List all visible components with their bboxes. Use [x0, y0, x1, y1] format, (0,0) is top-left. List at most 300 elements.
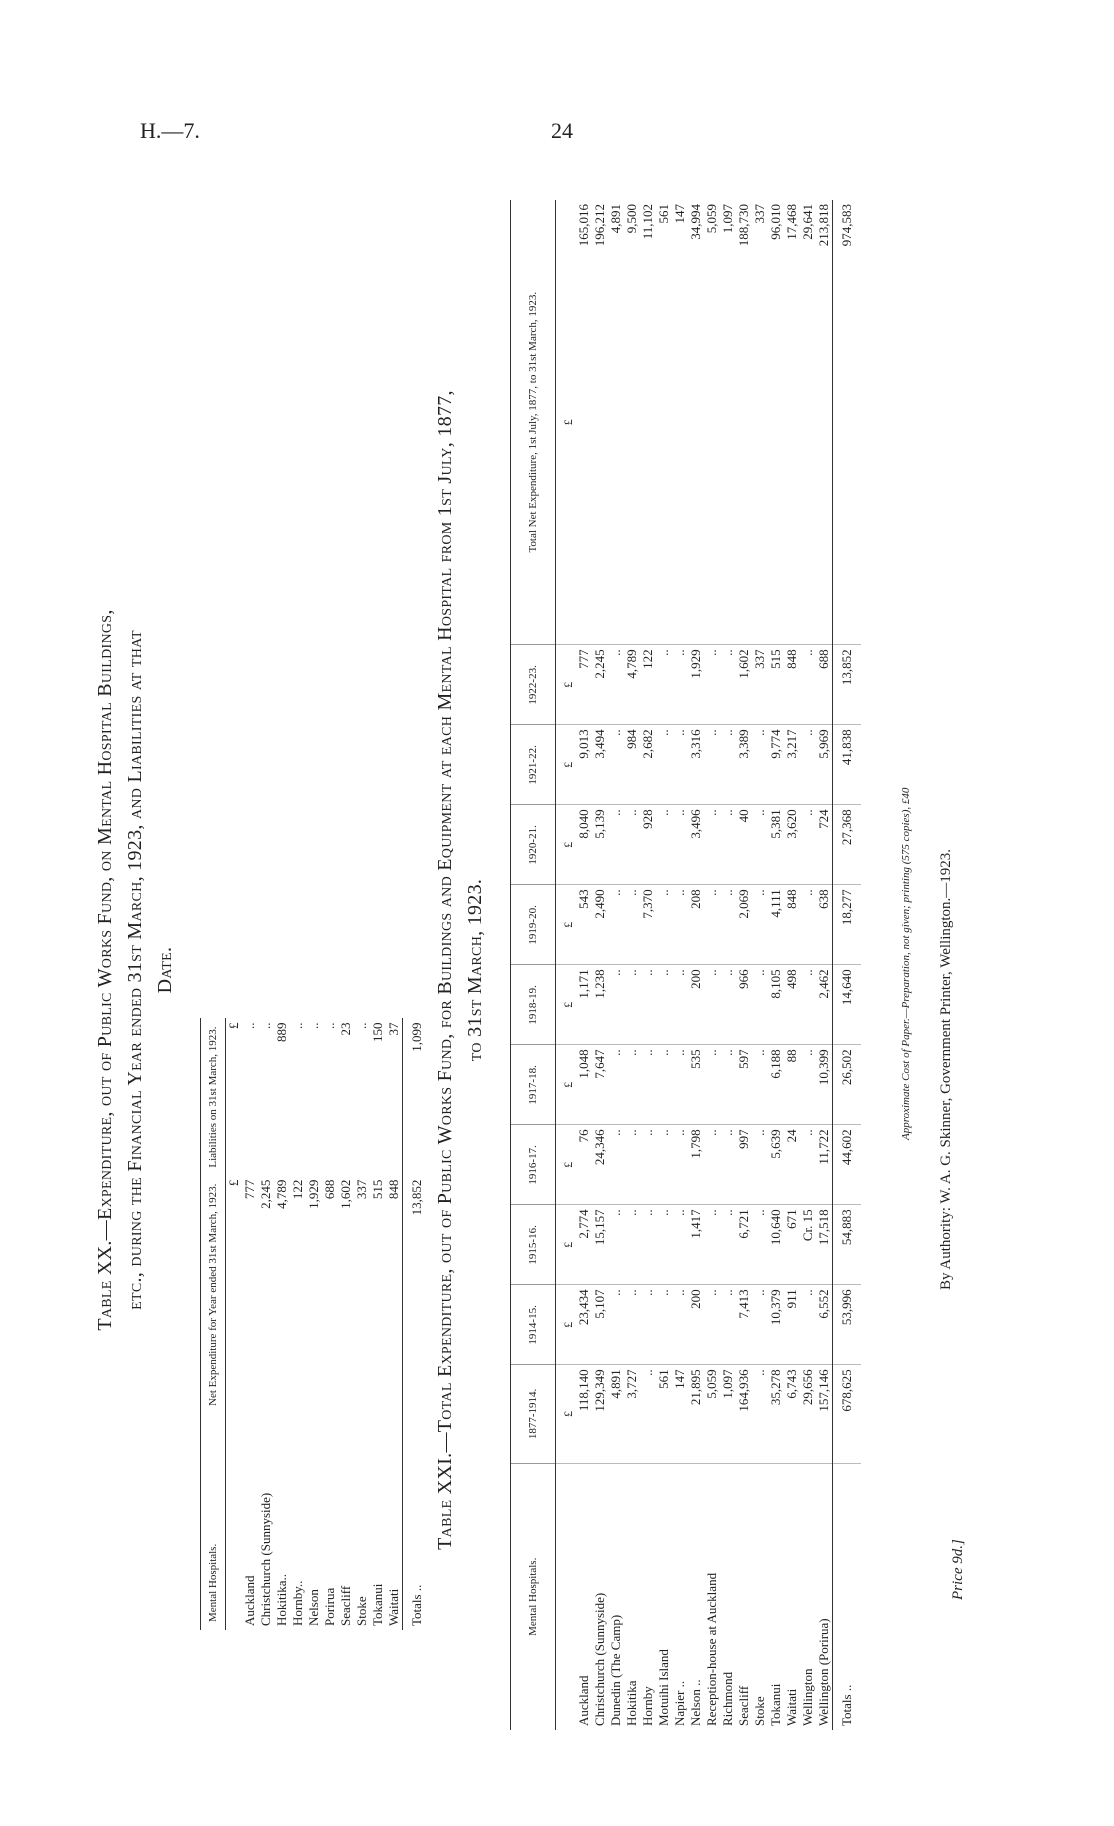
expenditure-cell: 122	[640, 645, 656, 725]
hospital-name: Tokanui	[768, 1683, 783, 1726]
expenditure-cell: 188,730	[736, 200, 752, 645]
expenditure-cell: 11,102	[640, 200, 656, 645]
hospital-name: Wellington	[800, 1668, 815, 1726]
expenditure-value: 2,245	[258, 1179, 273, 1209]
expenditure-cell: 147	[672, 200, 688, 645]
expenditure-cell: 3,217	[784, 725, 800, 805]
expenditure-cell: ..	[608, 1285, 624, 1365]
expenditure-cell: ..	[608, 1205, 624, 1285]
expenditure-cell: 10,399	[816, 1045, 833, 1125]
expenditure-cell: ..	[800, 645, 816, 725]
expenditure-cell: ..	[720, 645, 736, 725]
table21-title	[430, 220, 490, 1720]
expenditure-cell: 337	[752, 200, 768, 645]
expenditure-cell: ..	[656, 1205, 672, 1285]
expenditure-cell: 24,346	[592, 1125, 608, 1205]
expenditure-cell: 11,722	[816, 1125, 833, 1205]
hospital-name: Auckland	[242, 1575, 257, 1626]
hospital-name: Richmond	[720, 1671, 735, 1726]
hospital-name: Porirua	[322, 1587, 337, 1626]
expenditure-cell: ..	[640, 1205, 656, 1285]
expenditure-cell: 29,656	[800, 1365, 816, 1463]
expenditure-cell: ..	[672, 1045, 688, 1125]
totals-expenditure: 13,852	[403, 1176, 432, 1414]
expenditure-cell: 5,639	[768, 1125, 784, 1205]
table21-title-line2: to 31st March, 1923.	[464, 878, 486, 1062]
table-row	[800, 200, 816, 1730]
expenditure-cell: ..	[752, 1125, 768, 1205]
t21-header-year: 1919-20.	[511, 885, 556, 965]
expenditure-cell: ..	[752, 965, 768, 1045]
document-code: H.—7.	[140, 118, 200, 143]
t20-header-liabilities: Liabilities on 31st March, 1923.	[201, 1018, 226, 1175]
currency-symbol: £	[556, 1285, 577, 1365]
expenditure-cell: ..	[640, 1045, 656, 1125]
expenditure-cell: 5,059	[704, 1365, 720, 1463]
liability-value: ..	[258, 1022, 273, 1029]
expenditure-cell: ..	[704, 885, 720, 965]
expenditure-cell: ..	[624, 1285, 640, 1365]
hospital-name: Christchurch (Sunnyside)	[258, 1492, 273, 1626]
expenditure-cell: 40	[736, 805, 752, 885]
table21	[510, 200, 861, 1730]
liability-value: ..	[306, 1022, 321, 1029]
expenditure-cell: 515	[768, 645, 784, 725]
table21-title-line1: Table XXI.—Total Expenditure, out of Public Works Fund, for Buildings and Equipment at each Mental Hospital from 1st July, 1877,	[434, 390, 456, 1550]
totals-value: 18,277	[833, 885, 862, 965]
table20-title-line1: Table XX.—Expenditure, out of Public Works Fund, on Mental Hospital Buildings,	[94, 609, 116, 1331]
expenditure-cell: 157,146	[816, 1365, 833, 1463]
t20-body	[226, 1018, 403, 1630]
expenditure-cell: 911	[784, 1285, 800, 1365]
currency-symbol: £	[556, 965, 577, 1045]
expenditure-cell: 21,895	[688, 1365, 704, 1463]
table-row	[640, 200, 656, 1730]
expenditure-cell: ..	[608, 885, 624, 965]
expenditure-cell: ..	[608, 725, 624, 805]
expenditure-cell: 2,462	[816, 965, 833, 1045]
table-row	[242, 1018, 258, 1630]
currency-symbol: £	[556, 1205, 577, 1285]
hospital-name: Christchurch (Sunnyside)	[592, 1592, 607, 1726]
expenditure-cell: ..	[704, 725, 720, 805]
t21-header-year: 1916-17.	[511, 1125, 556, 1205]
expenditure-cell: 997	[736, 1125, 752, 1205]
expenditure-cell: ..	[800, 1285, 816, 1365]
expenditure-cell: 9,774	[768, 725, 784, 805]
t21-currency-row	[556, 200, 577, 1730]
page-number: 24	[551, 118, 573, 143]
currency-symbol: £	[556, 725, 577, 805]
expenditure-cell: 1,097	[720, 200, 736, 645]
expenditure-cell: 671	[784, 1205, 800, 1285]
currency-symbol: £	[226, 1179, 241, 1187]
table-row	[784, 200, 800, 1730]
expenditure-cell: 543	[576, 885, 592, 965]
expenditure-cell: 8,105	[768, 965, 784, 1045]
hospital-name: Hokitika	[624, 1680, 639, 1726]
liability-value: ..	[322, 1022, 337, 1029]
expenditure-cell: ..	[800, 1125, 816, 1205]
expenditure-cell: ..	[672, 725, 688, 805]
expenditure-cell: ..	[608, 965, 624, 1045]
expenditure-cell: 213,818	[816, 200, 833, 645]
table-row	[672, 200, 688, 1730]
totals-value: 54,883	[833, 1205, 862, 1285]
expenditure-cell: ..	[672, 645, 688, 725]
expenditure-cell: ..	[624, 965, 640, 1045]
rotated-page-content	[90, 180, 980, 1760]
expenditure-cell: 1,171	[576, 965, 592, 1045]
expenditure-cell: 165,016	[576, 200, 592, 645]
expenditure-cell: 1,798	[688, 1125, 704, 1205]
expenditure-cell: 777	[576, 645, 592, 725]
expenditure-cell: 9,500	[624, 200, 640, 645]
table-row	[736, 200, 752, 1730]
page-header	[0, 0, 1114, 160]
expenditure-cell: 1,602	[736, 645, 752, 725]
expenditure-cell: ..	[752, 1045, 768, 1125]
expenditure-cell: 5,139	[592, 805, 608, 885]
expenditure-cell: ..	[672, 805, 688, 885]
expenditure-cell: 23,434	[576, 1285, 592, 1365]
expenditure-cell: ..	[704, 965, 720, 1045]
expenditure-cell: 561	[656, 1365, 672, 1463]
table-row	[608, 200, 624, 1730]
expenditure-cell: 9,013	[576, 725, 592, 805]
totals-value: 41,838	[833, 725, 862, 805]
expenditure-cell: ..	[720, 965, 736, 1045]
expenditure-cell: ..	[704, 1285, 720, 1365]
liability-value: 150	[370, 1022, 385, 1042]
expenditure-cell: 984	[624, 725, 640, 805]
expenditure-cell: 561	[656, 200, 672, 645]
expenditure-cell: 6,552	[816, 1285, 833, 1365]
expenditure-cell: ..	[624, 1125, 640, 1205]
expenditure-cell: 10,379	[768, 1285, 784, 1365]
hospital-name: Wellington (Porirua)	[816, 1463, 833, 1730]
expenditure-cell: 2,774	[576, 1205, 592, 1285]
currency-symbol: £	[556, 200, 577, 645]
expenditure-cell: ..	[800, 965, 816, 1045]
expenditure-value: 337	[354, 1179, 369, 1200]
expenditure-cell: ..	[752, 885, 768, 965]
expenditure-cell: 3,727	[624, 1365, 640, 1463]
t21-header-year: 1877-1914.	[511, 1365, 556, 1463]
expenditure-cell: ..	[752, 805, 768, 885]
expenditure-cell: ..	[656, 965, 672, 1045]
expenditure-cell: ..	[704, 1045, 720, 1125]
expenditure-cell: 10,640	[768, 1205, 784, 1285]
expenditure-cell: ..	[672, 965, 688, 1045]
expenditure-cell: 6,721	[736, 1205, 752, 1285]
expenditure-cell: ..	[624, 1205, 640, 1285]
currency-symbol: £	[556, 805, 577, 885]
expenditure-cell: 7,413	[736, 1285, 752, 1365]
expenditure-cell: ..	[656, 885, 672, 965]
totals-value: 13,852	[833, 645, 862, 725]
expenditure-cell: 200	[688, 1285, 704, 1365]
expenditure-cell: 1,238	[592, 965, 608, 1045]
t21-header-year: 1920-21.	[511, 805, 556, 885]
expenditure-cell: 3,389	[736, 725, 752, 805]
expenditure-cell: ..	[624, 885, 640, 965]
totals-value: 27,368	[833, 805, 862, 885]
hospital-name: Reception-house at Auckland	[704, 1572, 719, 1726]
expenditure-cell: 129,349	[592, 1365, 608, 1463]
expenditure-value: 4,789	[274, 1179, 289, 1209]
expenditure-cell: 200	[688, 965, 704, 1045]
expenditure-cell: 4,891	[608, 1365, 624, 1463]
expenditure-cell: 638	[816, 885, 833, 965]
expenditure-cell: ..	[752, 1285, 768, 1365]
table20-title-line2: etc., during the Financial Year ended 31st March, 1923, and Liabilities at that	[124, 630, 146, 1310]
hospital-name: Napier ..	[672, 1680, 687, 1726]
expenditure-cell: ..	[656, 645, 672, 725]
expenditure-cell: ..	[752, 1365, 768, 1463]
t21-header-year: Total Net Expenditure, 1st July, 1877, to 31st March, 1923.	[511, 200, 556, 645]
expenditure-value: 122	[290, 1179, 305, 1200]
expenditure-cell: ..	[720, 1205, 736, 1285]
table-row	[592, 200, 608, 1730]
liability-value: 889	[274, 1022, 289, 1042]
expenditure-cell: 2,069	[736, 885, 752, 965]
liability-value: 37	[386, 1022, 401, 1036]
expenditure-cell: 8,040	[576, 805, 592, 885]
table-row	[816, 200, 833, 1730]
expenditure-cell: 3,496	[688, 805, 704, 885]
expenditure-cell: 1,097	[720, 1365, 736, 1463]
expenditure-cell: ..	[608, 1045, 624, 1125]
expenditure-cell: 848	[784, 885, 800, 965]
expenditure-cell: ..	[800, 725, 816, 805]
expenditure-cell: Cr. 15	[800, 1205, 816, 1285]
expenditure-cell: 88	[784, 1045, 800, 1125]
hospital-name: Nelson ..	[688, 1679, 703, 1726]
expenditure-cell: ..	[656, 725, 672, 805]
table-row	[656, 200, 672, 1730]
expenditure-cell: ..	[720, 1045, 736, 1125]
expenditure-cell: 3,316	[688, 725, 704, 805]
expenditure-cell: 2,682	[640, 725, 656, 805]
currency-symbol: £	[556, 1045, 577, 1125]
table20-title	[90, 220, 180, 1720]
expenditure-cell: ..	[656, 1045, 672, 1125]
expenditure-cell: ..	[800, 1045, 816, 1125]
hospital-name: Dunedin (The Camp)	[608, 1614, 623, 1726]
expenditure-cell: ..	[720, 885, 736, 965]
table-row	[704, 200, 720, 1730]
t21-header-year: 1917-18.	[511, 1045, 556, 1125]
table-row	[752, 200, 768, 1730]
table-row	[274, 1018, 290, 1630]
printer-authority: By Authority: W. A. G. Skinner, Government Printer, Wellington.—1923.	[938, 848, 954, 1290]
expenditure-cell: ..	[704, 1125, 720, 1205]
expenditure-cell: 928	[640, 805, 656, 885]
expenditure-cell: 5,059	[704, 200, 720, 645]
hospital-name: Auckland	[576, 1675, 591, 1726]
table-row	[258, 1018, 274, 1630]
expenditure-cell: ..	[672, 885, 688, 965]
hospital-name: Waitati	[784, 1688, 799, 1726]
expenditure-cell: 17,518	[816, 1205, 833, 1285]
expenditure-cell: 337	[752, 645, 768, 725]
expenditure-value: 688	[322, 1179, 337, 1200]
hospital-name: Stoke	[354, 1596, 369, 1626]
expenditure-cell: 29,641	[800, 200, 816, 645]
totals-value: 44,602	[833, 1125, 862, 1205]
expenditure-cell: 597	[736, 1045, 752, 1125]
liability-value: ..	[242, 1022, 257, 1029]
currency-symbol: £	[226, 1022, 241, 1029]
expenditure-cell: ..	[704, 645, 720, 725]
table-row	[354, 1018, 370, 1630]
hospital-name: Hornby	[640, 1686, 655, 1726]
totals-liabilities: 1,099	[403, 1018, 432, 1175]
table-row	[688, 200, 704, 1730]
currency-symbol: £	[556, 1365, 577, 1463]
expenditure-cell: ..	[656, 1285, 672, 1365]
table-row	[290, 1018, 306, 1630]
expenditure-cell: 3,620	[784, 805, 800, 885]
expenditure-cell: ..	[672, 1285, 688, 1365]
table-row	[720, 200, 736, 1730]
expenditure-cell: ..	[720, 1285, 736, 1365]
t20-header-hospitals: Mental Hospitals.	[201, 1414, 226, 1630]
expenditure-cell: 1,048	[576, 1045, 592, 1125]
t21-header-hospitals: Mental Hospitals.	[511, 1463, 556, 1730]
expenditure-cell: 5,969	[816, 725, 833, 805]
currency-symbol: £	[556, 885, 577, 965]
expenditure-cell: 17,468	[784, 200, 800, 645]
hospital-name: Seacliff	[338, 1585, 353, 1626]
expenditure-cell: 1,417	[688, 1205, 704, 1285]
expenditure-cell: 848	[784, 645, 800, 725]
expenditure-cell: ..	[608, 805, 624, 885]
expenditure-cell: 4,111	[768, 885, 784, 965]
expenditure-cell: 4,891	[608, 200, 624, 645]
t20-header-expenditure: Net Expenditure for Year ended 31st March, 1923.	[201, 1176, 226, 1414]
expenditure-cell: ..	[656, 1125, 672, 1205]
currency-symbol: £	[556, 1125, 577, 1205]
expenditure-cell: 15,157	[592, 1205, 608, 1285]
hospital-name: Stoke	[752, 1696, 767, 1726]
totals-value: 678,625	[833, 1365, 862, 1463]
expenditure-cell: 4,789	[624, 645, 640, 725]
expenditure-cell: ..	[800, 885, 816, 965]
blank-cell	[556, 1463, 577, 1730]
totals-value: 26,502	[833, 1045, 862, 1125]
t21-header-row	[511, 200, 556, 1730]
expenditure-cell: ..	[704, 1205, 720, 1285]
expenditure-cell: 34,994	[688, 200, 704, 645]
expenditure-cell: 688	[816, 645, 833, 725]
t21-header-year: 1915-16.	[511, 1205, 556, 1285]
expenditure-cell: 6,188	[768, 1045, 784, 1125]
hospital-name: Seacliff	[736, 1685, 751, 1726]
hospital-name: Tokanui	[370, 1583, 385, 1626]
expenditure-cell: 196,212	[592, 200, 608, 645]
expenditure-cell: ..	[720, 1125, 736, 1205]
expenditure-cell: ..	[720, 805, 736, 885]
expenditure-cell: 24	[784, 1125, 800, 1205]
footnote: Approximate Cost of Paper.—Preparation, not given; printing (575 copies), £40	[900, 787, 912, 1140]
expenditure-cell: 2,245	[592, 645, 608, 725]
expenditure-cell: ..	[752, 1205, 768, 1285]
expenditure-cell: ..	[704, 805, 720, 885]
t20-totals-row	[403, 1018, 432, 1630]
table-row	[338, 1018, 354, 1630]
table20	[200, 1018, 431, 1630]
expenditure-cell: 6,743	[784, 1365, 800, 1463]
expenditure-cell: ..	[752, 725, 768, 805]
expenditure-value: 848	[386, 1179, 401, 1200]
hospital-name: Hornby..	[290, 1580, 305, 1626]
totals-label: Totals ..	[833, 1463, 862, 1730]
expenditure-cell: 2,490	[592, 885, 608, 965]
totals-value: 53,996	[833, 1285, 862, 1365]
table-row	[768, 200, 784, 1730]
expenditure-cell: ..	[640, 1285, 656, 1365]
table-row	[576, 200, 592, 1730]
expenditure-cell: 118,140	[576, 1365, 592, 1463]
expenditure-cell: ..	[672, 1125, 688, 1205]
table20-title-line3: Date.	[154, 946, 176, 994]
expenditure-cell: ..	[800, 805, 816, 885]
expenditure-value: 515	[370, 1179, 385, 1200]
expenditure-cell: ..	[672, 1205, 688, 1285]
expenditure-cell: 966	[736, 965, 752, 1045]
expenditure-value: 777	[242, 1179, 257, 1200]
hospital-name: Motuihi Island	[656, 1649, 671, 1726]
price: Price 9d.]	[950, 1539, 966, 1600]
expenditure-cell: 3,494	[592, 725, 608, 805]
t21-body	[556, 200, 862, 1730]
expenditure-cell: 498	[784, 965, 800, 1045]
expenditure-cell: 724	[816, 805, 833, 885]
table-row	[624, 200, 640, 1730]
expenditure-cell: ..	[640, 1365, 656, 1463]
hospital-name: Waitati	[386, 1588, 401, 1626]
hospital-name: Hokitika..	[274, 1574, 289, 1626]
liability-value: ..	[354, 1022, 369, 1029]
t21-totals-row	[833, 200, 862, 1730]
expenditure-cell: 208	[688, 885, 704, 965]
t21-header-year: 1914-15.	[511, 1285, 556, 1365]
totals-label: Totals ..	[403, 1414, 432, 1630]
t21-header-year: 1921-22.	[511, 725, 556, 805]
t21-header-year: 1922-23.	[511, 645, 556, 725]
expenditure-cell: ..	[624, 1045, 640, 1125]
expenditure-cell: 147	[672, 1365, 688, 1463]
t20-currency-row	[226, 1018, 243, 1630]
expenditure-cell: 535	[688, 1045, 704, 1125]
expenditure-cell: ..	[608, 645, 624, 725]
table-row	[370, 1018, 386, 1630]
hospital-name: Nelson	[306, 1589, 321, 1626]
expenditure-cell: ..	[656, 805, 672, 885]
table-row	[386, 1018, 403, 1630]
expenditure-cell: ..	[624, 805, 640, 885]
liability-value: 23	[338, 1022, 353, 1036]
expenditure-cell: 7,647	[592, 1045, 608, 1125]
expenditure-cell: 1,929	[688, 645, 704, 725]
expenditure-cell: 35,278	[768, 1365, 784, 1463]
t21-header-year: 1918-19.	[511, 965, 556, 1045]
currency-symbol: £	[556, 645, 577, 725]
totals-value: 14,640	[833, 965, 862, 1045]
expenditure-cell: ..	[640, 1125, 656, 1205]
